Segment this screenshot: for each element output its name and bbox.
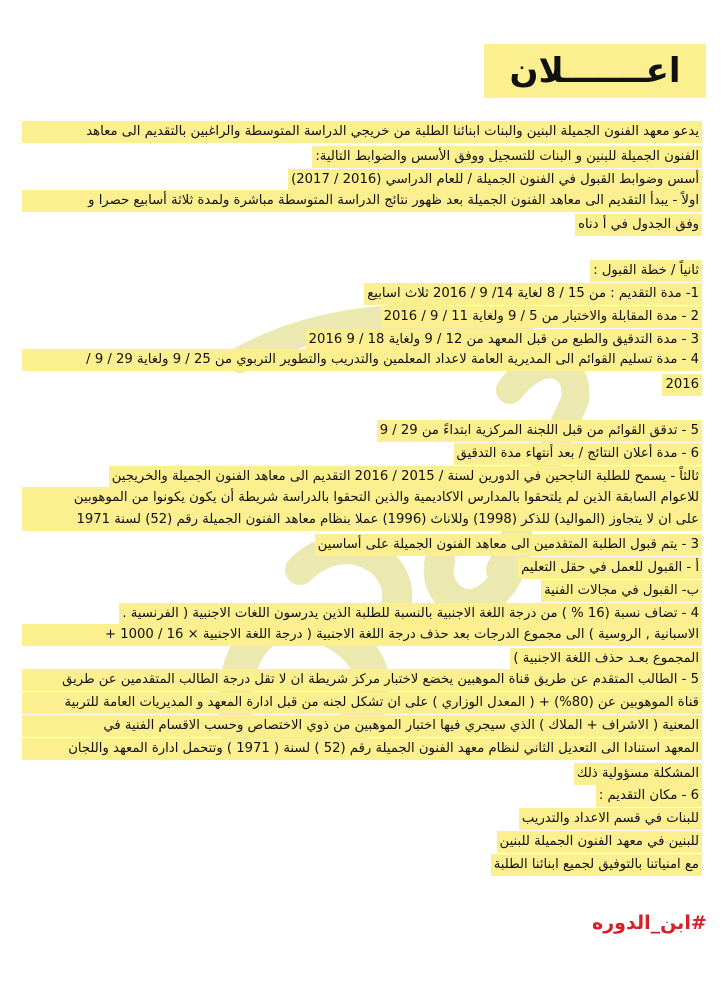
body-line-text: 3 - يتم قبول الطلبة المتقدمين الى معاهد الفنون الجميلة على أساسين [315,534,702,556]
body-line-text: المعنية ( الاشراف + الملاك ) الذي سيجري فيها اختبار الموهبين من ذوي الاختصاص وحسب الاقسام الفنية في [22,715,702,737]
body-line-text: يدعو معهد الفنون الجميلة البنين والبنات ابنائنا الطلبة من خريجي الدراسة المتوسطة والراغبين بالتقديم الى معاهد [22,121,702,143]
body-line [22,281,702,304]
body-line [22,258,702,281]
body-line [22,349,702,372]
body-line-text: 4 - مدة تسليم القوائم الى المديرية العامة لاعداد المعلمين والتدريب والتطوير التربوي من 25 / 9 ولغاية 29 / 9 / [22,349,702,371]
body-line [22,509,702,532]
body-line-text: وفق الجدول في أ دناه [575,214,702,236]
body-line-text: 4 - تضاف نسبة (16 % ) من درجة اللغة الاجنبية بالنسبة للطلبة الذين يدرسون اللغات الاجنبية ( الفرنسية . [119,603,702,625]
body-line-text: ب- القبول في مجالات الفنية [541,580,702,602]
body-line [22,715,702,738]
body-line-text: الفنون الجميلة للبنين و البنات للتسجيل ووفق الأسس والضوابط التالية: [312,146,702,168]
body-line [22,829,702,852]
body-line-text: المجموع بعـد حذف اللغة الاجنبية ) [510,648,702,670]
body-line-text: للبنات في قسم الاعداد والتدريب [519,808,702,830]
body-line [22,738,702,761]
body-line-text: 1- مدة التقديم : من 15 / 8 لغاية 14/ 9 / 2016 ثلاث اسابيع [364,283,702,305]
body-line [22,555,702,578]
body-line [22,441,702,464]
body-line [22,327,702,350]
body-line-text: الاسبانية , الروسية ) الى مجموع الدرجات بعد حذف درجة اللغة الاجنبية ( درجة اللغة الاجنبية × 16 / 1000 + [22,624,702,646]
body-line [22,532,702,555]
body-line-text: للاعوام السابقة الذين لم يلتحقوا بالمدارس الاكاديمية والذين التحقوا بالدراسة شريطة أن يكون يكونوا من الموهوبين [22,487,702,509]
announcement-title: اعـــــــلان [509,51,681,91]
body-line [22,190,702,213]
body-line [22,144,702,167]
body-line [22,235,702,258]
body-line [22,395,702,418]
body-line [22,304,702,327]
body-line [22,806,702,829]
body-line-text: أسس وضوابط القبول في الفنون الجميلة / للعام الدراسي (2016 / 2017) [288,169,702,191]
body-line-text: 5 - تدقق القوائم من قبل اللجنة المركزية ابتداءً من 29 / 9 [377,420,702,442]
body-line [22,121,702,144]
body-line [22,418,702,441]
body-line [22,372,702,395]
body-line-text: مع امنياتنا بالتوفيق لجميع ابنائنا الطلبة [491,854,702,876]
body-line-text: اولاً - يبدأ التقديم الى معاهد الفنون الجميلة بعد ظهور نتائج الدراسة المتوسطة مباشرة ولمدة ثلاثة أسابيع حصرا و [22,190,702,212]
body-line [22,624,702,647]
body-line-text: المشكلة مسؤولية ذلك [574,763,702,785]
body-line-text: ثانياً / خطة القبول : [590,260,702,282]
body-line [22,167,702,190]
body-line [22,601,702,624]
body-line-text: على ان لا يتجاوز (المواليد) للذكر (1998) وللاناث (1996) عملا بنظام معاهد الفنون الجميلة رقم (52) لسنة 1971 [22,509,702,531]
body-line [22,464,702,487]
body-line [22,669,702,692]
body-line [22,646,702,669]
body-line-text: 3 - مدة التدقيق والطبع من قبل المعهد من 12 / 9 ولغاية 18 / 9 2016 [306,329,702,351]
body-line [22,487,702,510]
body-line-text: للبنين في معهد الفنون الجميلة للبنين [497,831,702,853]
body-line [22,761,702,784]
body-line-text: 6 - مدة أعلان النتائج / بعد أنتهاء مدة التدقيق [454,443,702,465]
body-line [22,852,702,875]
body-line-text: 6 - مكان التقديم : [596,785,702,807]
body-line-text: أ - القبول للعمل في حقل التعليم [518,557,702,579]
body-line [22,692,702,715]
body-line-text: قناة الموهوبين عن (80%) + ( المعدل الوزاري ) على ان تشكل لجنه من قبل ادارة المعهد و المديريات العامة للتربية [22,692,702,714]
announcement-title-box [484,44,706,98]
body-line-text: ثالثاً - يسمح للطلبة الناجحين في الدورين لسنة / 2015 / 2016 التقديم الى معاهد الفنون الجميلة والخريجين [109,466,702,488]
body-line [22,783,702,806]
announcement-body [22,121,702,875]
body-line-text: المعهد استنادا الى التعديل الثاني لنظام معهد الفنون الجميلة رقم (52 ) لسنة ( 1971 ) وتتحمل ادارة المعهد واللجان [22,738,702,760]
body-line [22,578,702,601]
body-line-text: 5 - الطالب المتقدم عن طريق قناة الموهبين يخضع لاختبار مركز شريطة ان لا تقل درجة الطالب المتقدمين عن طريق [22,669,702,691]
body-line [22,212,702,235]
body-line-text: 2016 [662,374,702,396]
body-line-text: 2 - مدة المقابلة والاختبار من 5 / 9 ولغاية 11 / 9 / 2016 [381,306,702,328]
hashtag-signature: #ابن_الدوره [592,912,707,934]
